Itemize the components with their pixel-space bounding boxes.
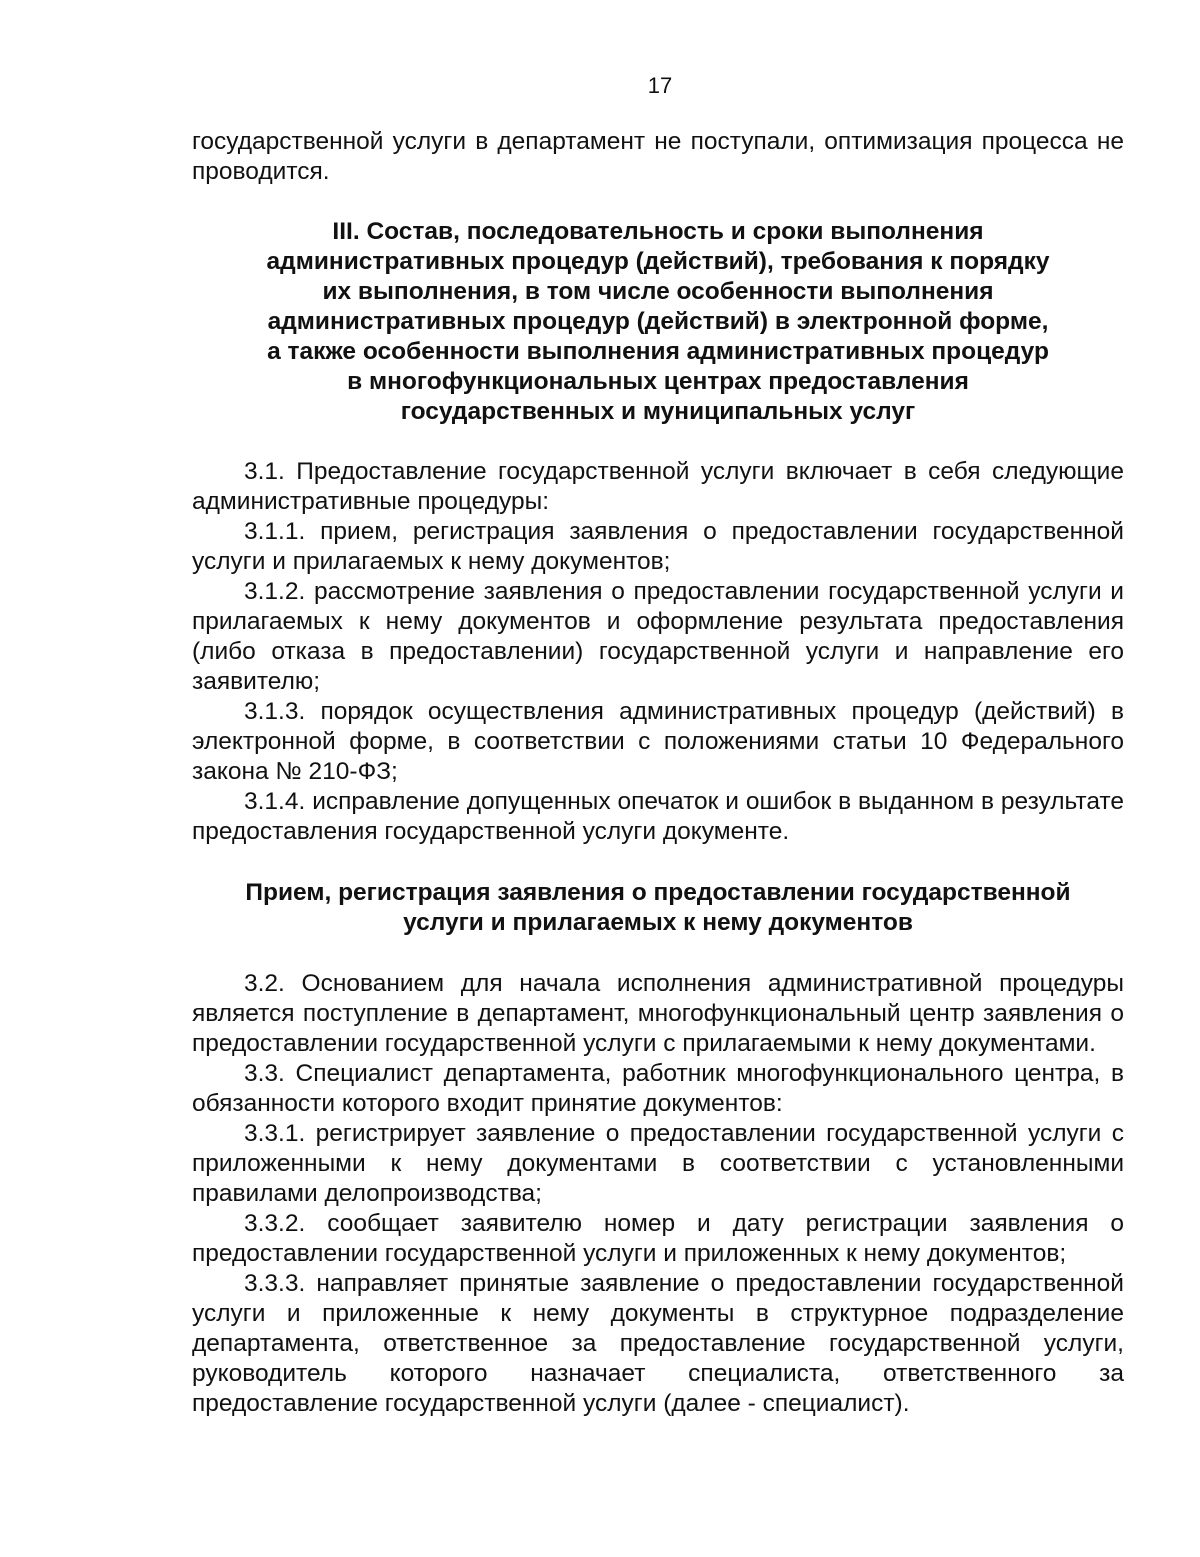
section-heading-line: государственных и муниципальных услуг xyxy=(400,398,916,425)
subsection-heading-line: услуги и прилагаемых к нему документов xyxy=(403,909,913,936)
document-body xyxy=(192,127,1124,1419)
paragraph-3-1: 3.1. Предоставление государственной услуги включает в себя следующие административные процедуры: xyxy=(192,458,1124,515)
section-heading-line: а также особенности выполнения административных процедур xyxy=(267,338,1049,365)
paragraph-3-2: 3.2. Основанием для начала исполнения административной процедуры является поступление в департамент, многофункциональный центр заявления о предоставлении государственной услуги с прилагаемыми к нему документами. xyxy=(192,970,1124,1057)
section-heading-line: административных процедур (действий), требования к порядку xyxy=(266,248,1050,275)
intro-paragraph: государственной услуги в департамент не поступали, оптимизация процесса не проводится. xyxy=(192,128,1124,185)
paragraph-3-1-4: 3.1.4. исправление допущенных опечаток и ошибок в выданном в результате предоставления государственной услуги документе. xyxy=(192,788,1124,845)
paragraph-3-3-2: 3.3.2. сообщает заявителю номер и дату регистрации заявления о предоставлении государственной услуги и приложенных к нему документов; xyxy=(192,1210,1124,1267)
subsection-paragraphs xyxy=(192,969,1124,1419)
section-heading xyxy=(192,217,1124,427)
paragraph-3-3-3: 3.3.3. направляет принятые заявление о предоставлении государственной услуги и приложенные к нему документы в структурное подразделение департамента, ответственное за предоставление государственной услуги, руководитель которого назначает специалиста, ответственного за предоставление государственной услуги (далее - специалист). xyxy=(192,1270,1124,1417)
section-heading-line: III. Состав, последовательность и сроки выполнения xyxy=(332,218,984,245)
paragraph-3-1-3: 3.1.3. порядок осуществления административных процедур (действий) в электронной форме, в соответствии с положениями статьи 10 Федерального закона № 210-ФЗ; xyxy=(192,698,1124,785)
subsection-heading-line: Прием, регистрация заявления о предоставлении государственной xyxy=(245,879,1071,906)
paragraph-3-1-1: 3.1.1. прием, регистрация заявления о предоставлении государственной услуги и прилагаемых к нему документов; xyxy=(192,518,1124,575)
section-heading-line: административных процедур (действий) в электронной форме, xyxy=(267,308,1049,335)
page-number: 17 xyxy=(647,73,673,98)
section-paragraphs xyxy=(192,457,1124,847)
section-heading-line: их выполнения, в том числе особенности выполнения xyxy=(322,278,994,305)
section-heading-line: в многофункциональных центрах предоставления xyxy=(347,368,969,395)
subsection-heading xyxy=(192,878,1124,938)
paragraph-3-3: 3.3. Специалист департамента, работник многофункционального центра, в обязанности которого входит принятие документов: xyxy=(192,1060,1124,1117)
paragraph-3-1-2: 3.1.2. рассмотрение заявления о предоставлении государственной услуги и прилагаемых к нему документов и оформление результата предоставления (либо отказа в предоставлении) государственной услуги и направление его заявителю; xyxy=(192,578,1124,695)
paragraph-3-3-1: 3.3.1. регистрирует заявление о предоставлении государственной услуги с приложенными к нему документами в соответствии с установленными правилами делопроизводства; xyxy=(192,1120,1124,1207)
